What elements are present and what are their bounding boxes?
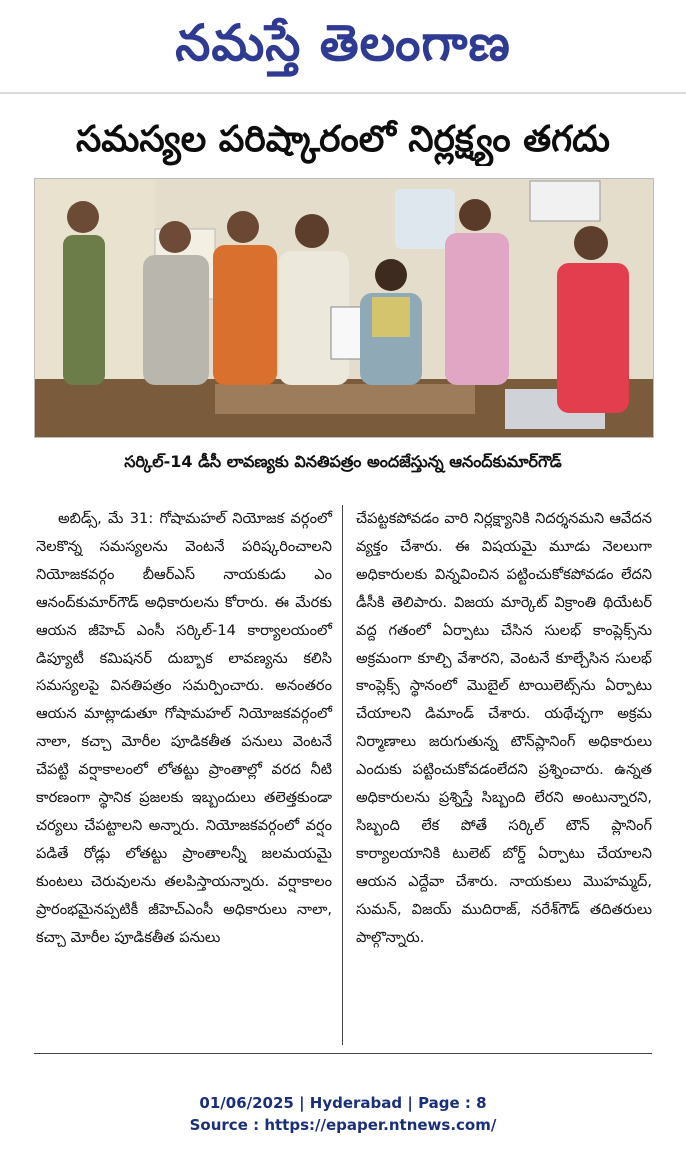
article-headline: సమస్యల పరిష్కారంలో నిర్లక్ష్యం తగదు <box>75 119 610 160</box>
article-body-left: అబిడ్స్, మే 31: గోషామహల్ నియోజక వర్గంలో నెలకొన్న సమస్యలను వెంటనే పరిష్కరించాలని నియోజకవర్గం బీఆర్‌ఎస్ నాయకుడు ఎం ఆనంద్‌కుమార్‌గౌడ్ అధికారులను కోరారు. ఈ మేరకు ఆయన జీహెచ్ ఎంసీ సర్కిల్-14 కార్యాలయంలో డిప్యూటీ కమిషనర్ దుబ్బాక లావణ్యను కలిసి సమస్యలపై వినతిపత్రం సమర్పించారు. అనంతరం ఆయన మాట్లాడుతూ గోషామహల్ నియోజకవర్గంలో నాలా, కచ్చా మోరీల పూడికతీత పనులు వెంటనే చేపట్టి వర్షాకాలంలో లోతట్టు ప్రాంతాల్లో వరద నీటి కారణంగా స్థానిక ప్రజలకు ఇబ్బందులు తలెత్తకుండా చర్యలు చేపట్టాలని అన్నారు. నియోజకవర్గంలో వర్షం పడితే రోడ్లు లోతట్టు ప్రాంతాలన్నీ జలమయమై కుంటలు చెరువులను తలపిస్తాయన్నారు. వర్షాకాలం ప్రారంభమైనప్పటికీ జీహెచ్‌ఎంసీ అధికారులు నాలా, కచ్చా మోరీల పూడికతీత పనులు <box>36 510 332 946</box>
photo-caption: సర్కిల్-14 డీసీ లావణ్యకు వినతిపత్రం అందజేస్తున్న ఆనంద్‌కుమార్‌గౌడ్ <box>124 452 562 471</box>
article-column-left <box>36 505 343 1045</box>
footer-date-line: 01/06/2025 | Hyderabad | Page : 8 <box>199 1094 487 1112</box>
photo-illustration <box>35 179 653 437</box>
masthead-divider <box>0 92 686 94</box>
footer-source-link[interactable]: Source : https://epaper.ntnews.com/ <box>189 1116 497 1134</box>
article-photo <box>34 178 654 438</box>
article-column-right <box>356 505 652 1045</box>
article-body-right: చేపట్టకపోవడం వారి నిర్లక్ష్యానికి నిదర్శనమని ఆవేదన వ్యక్తం చేశారు. ఈ విషయమై మూడు నెలలుగా అధికారులకు విన్నవించిన పట్టించుకోకపోవడం లేదని డీసీకి తెలిపారు. విజయ మార్కెట్ విక్రాంతి థియేటర్ వద్ద గతంలో ఏర్పాటు చేసిన సులభ్ కాంప్లెక్స్‌ను అక్రమంగా కూల్చి వేశారని, వెంటనే కూల్చేసిన సులభ్ కాంప్లెక్స్ స్థానంలో మొబైల్ టాయిలెట్స్‌ను ఏర్పాటు చేయాలని డిమాండ్ చేశారు. యథేచ్ఛగా అక్రమ నిర్మాణాలు జరుగుతున్న టౌన్‌ప్లానింగ్ అధికారులు ఎందుకు పట్టించుకోవడంలేదని ప్రశ్నించారు. ఉన్నత అధికారులను ప్రశ్నిస్తే సిబ్బంది లేరని అంటున్నారని, సిబ్బంది లేక పోతే సర్కిల్ టౌన్ ప్లానింగ్ కార్యాలయానికి టులెట్ బోర్డ్ ఏర్పాటు చేయాలని ఆయన ఎద్దేవా చేశారు. నాయకులు మొహమ్మద్, సుమన్, విజయ్ ముదిరాజ్, నరేశ్‌గౌడ్ తదితరులు పాల్గొన్నారు. <box>356 510 652 946</box>
masthead-title: నమస్తే తెలంగాణ <box>175 14 511 72</box>
footer-divider <box>34 1053 652 1054</box>
